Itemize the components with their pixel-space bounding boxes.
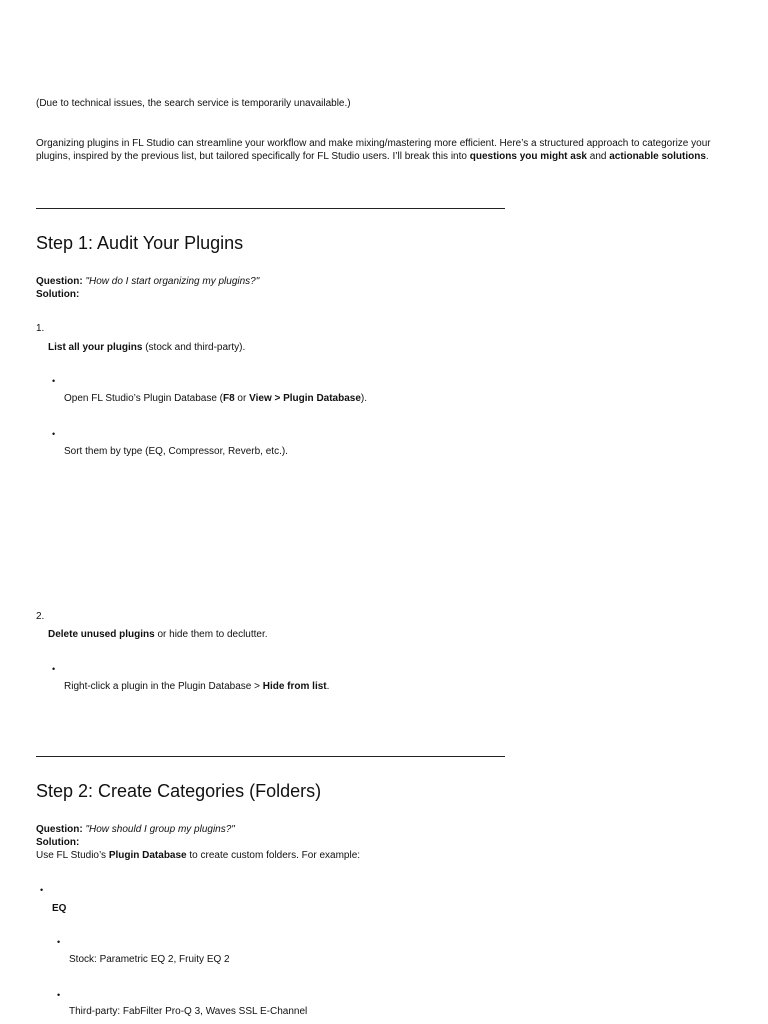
intro-text: Organizing plugins in FL Studio can streamline your workflow and make mixing/mastering more efficient. Here’s a structured approach to categorize your plugins, inspired by the previous list, but tailored specifically for FL Studio users. I’ll break this into	[36, 138, 711, 162]
step2-heading: Step 2: Create Categories (Folders)	[36, 781, 322, 801]
intro-text-and: and	[586, 151, 610, 162]
step1-solution-label: Solution:	[36, 289, 80, 300]
bullet-icon: •	[57, 990, 61, 1000]
question-text: "How do I start organizing my plugins?"	[82, 276, 260, 287]
step2-eq-third-party: Third-party: FabFilter Pro-Q 3, Waves SSL E-Channel	[69, 1006, 308, 1017]
step1-item1-sub2: Sort them by type (EQ, Compressor, Reverb, etc.).	[64, 446, 288, 457]
intro-bold-questions: questions you might ask	[469, 151, 587, 162]
step2-solution-label: Solution:	[36, 837, 80, 848]
step1-item2-sub1: Right-click a plugin in the Plugin Database > Hide from list.	[64, 681, 330, 692]
bullet-icon: •	[52, 429, 56, 439]
divider	[36, 756, 505, 757]
bullet-icon: •	[40, 885, 44, 895]
bullet-icon: •	[57, 937, 61, 947]
step1-question	[36, 275, 259, 288]
intro-text-end: .	[705, 151, 709, 162]
step2-question: Question: "How should I group my plugins?"	[36, 824, 235, 835]
question-label: Question:	[36, 276, 83, 287]
step1-item1-sub1: Open FL Studio’s Plugin Database (F8 or View > Plugin Database).	[64, 393, 368, 404]
step1-item1-text: List all your plugins (stock and third-party).	[48, 342, 246, 353]
bullet-icon: •	[52, 376, 56, 386]
step2-eq-stock: Stock: Parametric EQ 2, Fruity EQ 2	[69, 954, 230, 965]
step1-heading: Step 1: Audit Your Plugins	[36, 233, 244, 253]
step2-use-text: Use FL Studio’s Plugin Database to create custom folders. For example:	[36, 850, 361, 861]
intro-paragraph	[36, 137, 716, 163]
intro-bold-solutions: actionable solutions	[609, 151, 706, 162]
step1-item2-number: 2.	[36, 611, 45, 622]
step1-item2-text: Delete unused plugins or hide them to declutter.	[48, 629, 268, 640]
step2-category-eq: EQ	[52, 903, 67, 914]
divider	[36, 208, 505, 209]
bullet-icon: •	[52, 664, 56, 674]
step1-item1-number: 1.	[36, 323, 45, 334]
notice-text: (Due to technical issues, the search service is temporarily unavailable.)	[36, 98, 351, 109]
